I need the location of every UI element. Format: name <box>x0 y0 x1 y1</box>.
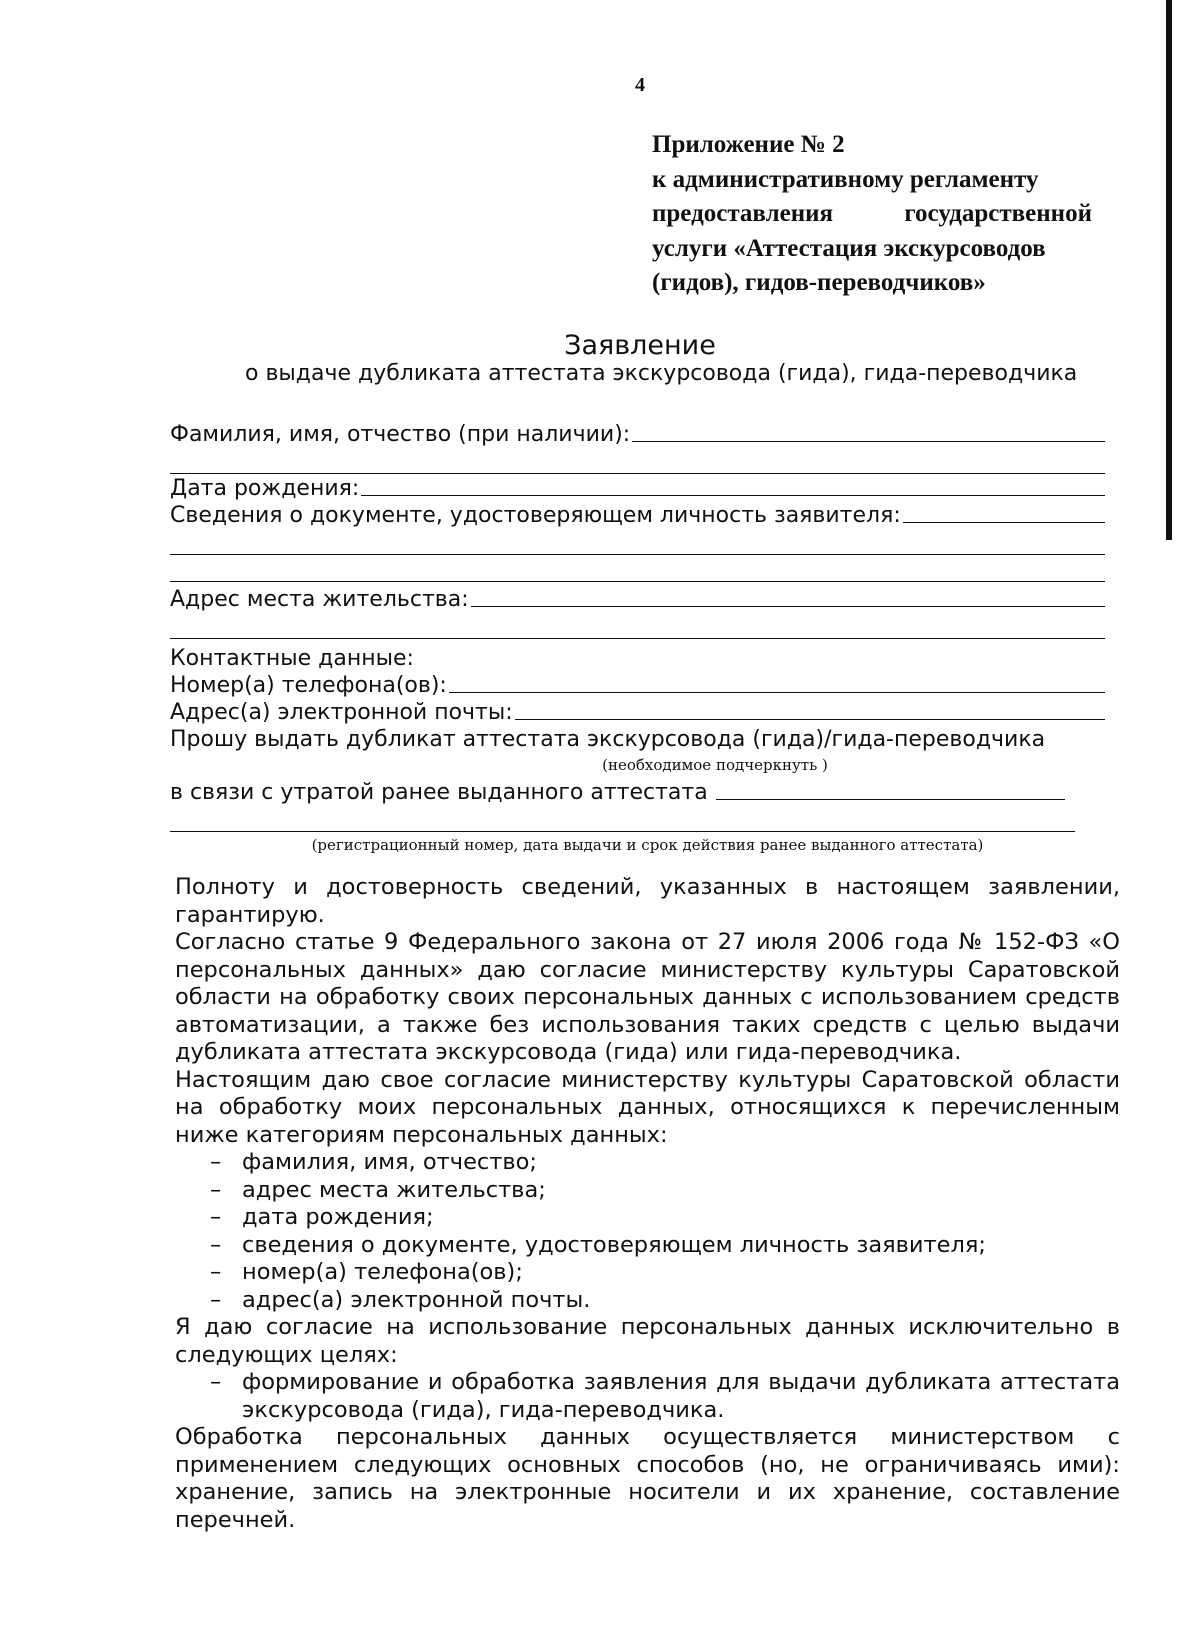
phone-label: Номер(а) телефона(ов): <box>170 673 447 698</box>
bullet-dash: – <box>210 1286 222 1313</box>
bullet-dash: – <box>210 1176 222 1203</box>
birth-date-field[interactable] <box>361 495 1105 496</box>
birth-date-label: Дата рождения: <box>170 476 360 501</box>
loss-row <box>170 778 1105 805</box>
appendix-line-3-left: предоставления <box>652 200 834 227</box>
processing-paragraph: Обработка персональных данных осуществляется министерством с применением следующих основных способов (но, не ограничиваясь ими): хранение, запись на электронные носители и их хранение, составление перечней. <box>175 1424 1120 1533</box>
category-item <box>175 1232 1120 1260</box>
consent-intro-paragraph: Настоящим даю свое согласие министерству культуры Саратовской области на обработку моих персональных данных, относящихся к перечисленным ниже категориям персональных данных: <box>175 1066 1120 1148</box>
underline-note: (необходимое подчеркнуть ) <box>602 756 828 774</box>
appendix-line-5: (гидов), гидов-переводчиков» <box>652 269 986 296</box>
category-item <box>175 1287 1120 1315</box>
id-document-field-line-2[interactable] <box>170 528 1105 555</box>
phone-field[interactable] <box>449 692 1105 693</box>
bullet-dash: – <box>210 1149 222 1175</box>
appendix-line-1: Приложение № 2 <box>652 131 845 158</box>
category-item <box>175 1259 1120 1287</box>
category-text: сведения о документе, удостоверяющем личность заявителя; <box>242 1231 987 1258</box>
certificate-note: (регистрационный номер, дата выдачи и срок действия ранее выданного аттестата) <box>311 836 984 854</box>
full-name-field-line-2[interactable] <box>170 447 1105 474</box>
birth-date-row <box>170 474 1105 501</box>
id-document-label: Сведения о документе, удостоверяющем личность заявителя: <box>170 503 901 528</box>
email-row <box>170 698 1105 725</box>
appendix-line-3 <box>652 197 1092 232</box>
consent-text <box>175 874 1120 1534</box>
category-item <box>175 1149 1120 1177</box>
certificate-field[interactable] <box>170 805 1075 832</box>
bullet-dash: – <box>210 1259 222 1285</box>
full-name-label: Фамилия, имя, отчество (при наличии): <box>170 422 631 447</box>
id-document-field[interactable] <box>903 522 1105 523</box>
address-row <box>170 582 1105 612</box>
full-name-field[interactable] <box>632 441 1105 442</box>
address-field-line-2[interactable] <box>170 612 1105 639</box>
document-subtitle: о выдаче дубликата аттестата экскурсовода (гида), гида-переводчика <box>245 361 1078 386</box>
category-item <box>175 1204 1120 1232</box>
id-document-field-line-3[interactable] <box>170 555 1105 582</box>
loss-field[interactable] <box>716 799 1065 800</box>
email-label: Адрес(а) электронной почты: <box>170 700 513 725</box>
loss-label: в связи с утратой ранее выданного аттестата <box>170 780 708 805</box>
law-consent-paragraph: Согласно статье 9 Федерального закона от 27 июля 2006 года № 152-ФЗ «О персональных данных» даю согласие министерству культуры Саратовской области на обработку своих персональных данных с использованием средств автоматизации, а также без использования таких средств с целью выдачи дубликата аттестата экскурсовода (гида) или гида-переводчика. <box>175 929 1120 1065</box>
bullet-dash: – <box>210 1231 222 1258</box>
guarantee-paragraph: Полноту и достоверность сведений, указанных в настоящем заявлении, гарантирую. <box>175 874 1120 928</box>
address-field[interactable] <box>471 606 1105 607</box>
category-text: адрес места жительства; <box>242 1176 546 1203</box>
email-field[interactable] <box>515 719 1105 720</box>
category-text: дата рождения; <box>242 1204 434 1230</box>
request-text: Прошу выдать дубликат аттестата экскурсовода (гида)/гида-переводчика <box>170 727 1046 752</box>
appendix-line-2: к административному регламенту <box>652 165 1039 193</box>
category-text: фамилия, имя, отчество; <box>242 1149 537 1175</box>
document-title: Заявление <box>564 330 716 361</box>
appendix-line-4: услуги «Аттестация экскурсоводов <box>652 234 1046 262</box>
category-text: адрес(а) электронной почты. <box>242 1286 591 1313</box>
phone-row <box>170 671 1105 698</box>
appendix-header <box>652 128 1092 301</box>
bullet-dash: – <box>210 1369 222 1395</box>
purpose-intro-paragraph: Я даю согласие на использование персональных данных исключительно в следующих целях: <box>175 1314 1120 1368</box>
purpose-item <box>175 1369 1120 1424</box>
id-document-row <box>170 501 1105 528</box>
request-row <box>170 725 1105 752</box>
page-number: 4 <box>635 74 645 96</box>
application-form <box>170 420 1105 858</box>
full-name-row <box>170 420 1105 447</box>
bullet-dash: – <box>210 1204 222 1230</box>
contacts-row <box>170 639 1105 671</box>
purpose-text: формирование и обработка заявления для выдачи дубликата аттестата экскурсовода (гида), гида-переводчика. <box>242 1369 1120 1423</box>
category-text: номер(а) телефона(ов); <box>242 1259 523 1285</box>
contacts-label: Контактные данные: <box>170 646 414 671</box>
category-item <box>175 1177 1120 1205</box>
appendix-line-3-right: государственной <box>904 200 1092 227</box>
address-label: Адрес места жительства: <box>170 587 469 612</box>
